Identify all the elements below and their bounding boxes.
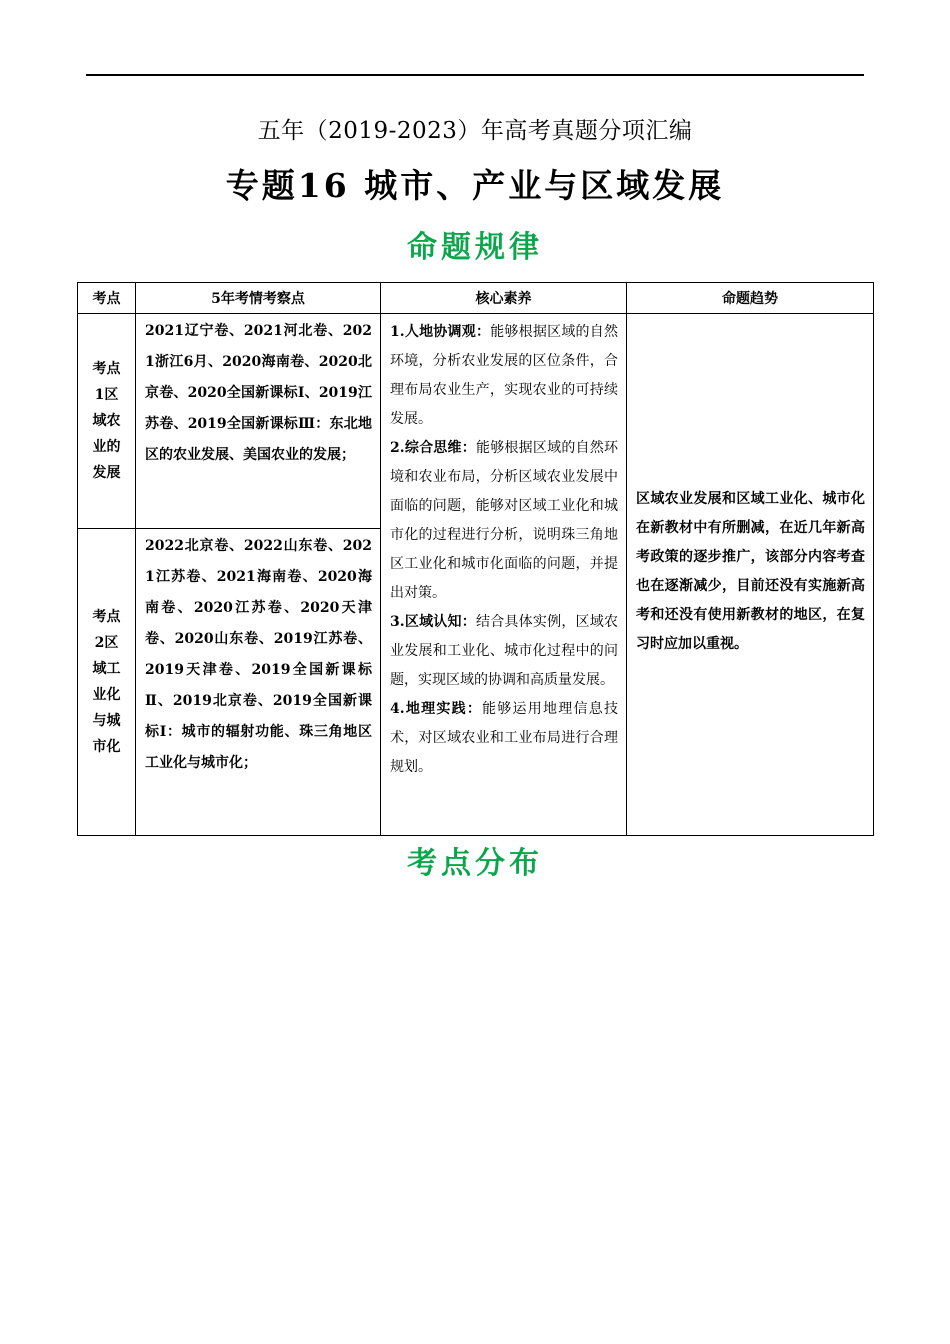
core-item	[390, 695, 618, 782]
section-heading-rules: 命题规律	[407, 230, 543, 265]
table-row	[78, 314, 874, 529]
core-item	[390, 434, 618, 608]
exam-list: 2022北京卷、2022山东卷、2021江苏卷、2021海南卷、2020海南卷、2020江苏卷、2020天津卷、2020山东卷、2019江苏卷、2019天津卷、2019全国新课标Ⅱ、2019北京卷、2019全国新课标Ⅰ：城市的辐射功能、珠三角地区工业化与城市化；	[145, 538, 372, 771]
topic-title: 专题16 城市、产业与区域发展	[225, 166, 725, 205]
core-item-label: 4.地理实践：	[390, 701, 483, 717]
core-item-text: 能够根据区域的自然环境，分析农业发展的区位条件，合理布局农业生产，实现农业的可持续发展。	[390, 324, 619, 427]
core-item	[390, 608, 618, 695]
core-item	[390, 318, 618, 434]
core-item-text: 能够根据区域的自然环境和农业布局，分析区域农业发展中面临的问题，能够对区域工业化和城市化的过程进行分析，说明珠三角地区工业化和城市化面临的问题，并提出对策。	[390, 440, 618, 601]
kaodian-label: 考点1区域农业的发展	[92, 361, 121, 481]
header-core-literacy: 核心素养	[381, 283, 627, 314]
kaodian-cell	[78, 314, 136, 529]
exam-list: 2021辽宁卷、2021河北卷、2021浙江6月、2020海南卷、2020北京卷、2020全国新课标Ⅰ、2019江苏卷、2019全国新课标Ⅲ：东北地区的农业发展、美国农业的发展；	[145, 323, 372, 463]
top-rule	[86, 74, 864, 76]
core-item-text: 结合具体实例，区域农业发展和工业化、城市化过程中的问题，实现区域的协调和高质量发展。	[390, 614, 618, 688]
core-item-label: 2.综合思维：	[390, 440, 476, 456]
core-literacy-cell	[381, 314, 627, 836]
section-heading-distribution: 考点分布	[407, 846, 543, 881]
header-exam-points: 5年考情考察点	[136, 283, 381, 314]
exam-cell	[136, 529, 381, 836]
core-item-text: 能够运用地理信息技术，对区域农业和工业布局进行合理规划。	[390, 701, 618, 775]
header-trend: 命题趋势	[627, 283, 874, 314]
trend-cell	[627, 314, 874, 836]
trend-text: 区域农业发展和区域工业化、城市化在新教材中有所删减，在近几年新高考政策的逐步推广，该部分内容考查也在逐渐减少，目前还没有实施新高考和还没有使用新教材的地区，在复习时应加以重视。	[636, 490, 865, 652]
table-header-row	[78, 283, 874, 314]
kaodian-label: 考点2区域工业化与城市化	[92, 609, 121, 755]
core-item-label: 3.区域认知：	[390, 614, 476, 630]
header-kaodian: 考点	[78, 283, 136, 314]
kaodian-cell	[78, 529, 136, 836]
exam-cell	[136, 314, 381, 529]
core-item-label: 1.人地协调观：	[390, 324, 491, 340]
document-title: 五年（2019-2023）年高考真题分项汇编	[257, 118, 693, 144]
exam-analysis-table	[77, 282, 874, 836]
